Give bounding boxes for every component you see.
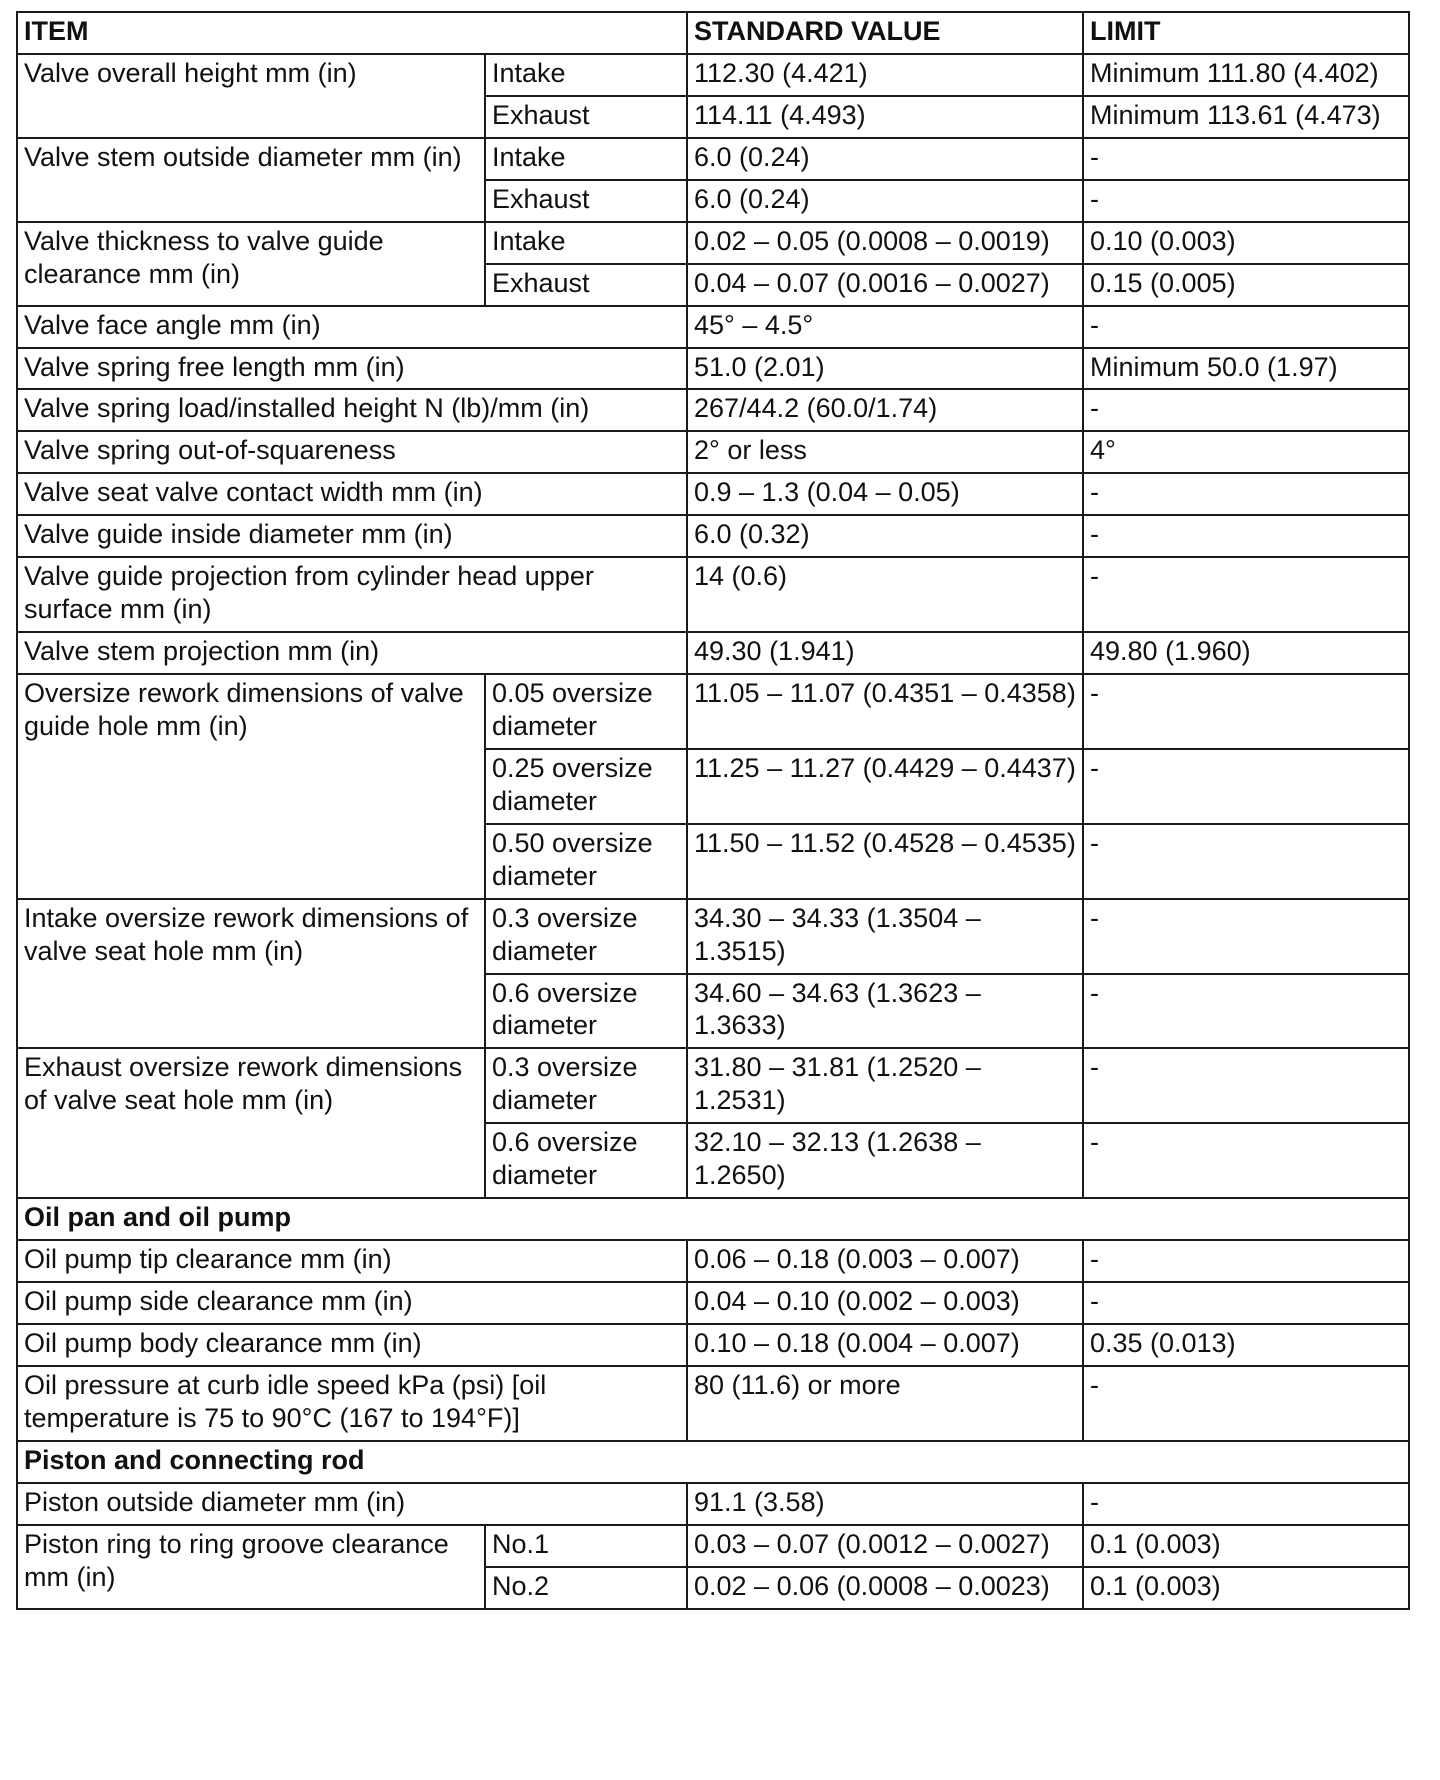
item-label: Exhaust oversize rework dimensions of valve seat hole mm (in) <box>17 1048 485 1198</box>
sub-item-label: 0.05 oversize diameter <box>485 674 687 749</box>
sub-item-label: 0.6 oversize diameter <box>485 974 687 1049</box>
item-label: Valve overall height mm (in) <box>17 54 485 138</box>
section-row <box>17 1198 1409 1240</box>
standard-value: 14 (0.6) <box>687 557 1083 632</box>
limit-value: - <box>1083 899 1409 974</box>
table-row <box>17 674 1409 749</box>
table-row <box>17 1282 1409 1324</box>
item-label: Oil pressure at curb idle speed kPa (psi) [oil temperature is 75 to 90°C (167 to 194°F)] <box>17 1366 687 1441</box>
limit-value: - <box>1083 1048 1409 1123</box>
limit-value: 0.15 (0.005) <box>1083 264 1409 306</box>
standard-value: 34.30 – 34.33 (1.3504 – 1.3515) <box>687 899 1083 974</box>
standard-value: 0.9 – 1.3 (0.04 – 0.05) <box>687 473 1083 515</box>
limit-value: 0.1 (0.003) <box>1083 1567 1409 1609</box>
item-label: Oversize rework dimensions of valve guide hole mm (in) <box>17 674 485 899</box>
sub-item-label: No.2 <box>485 1567 687 1609</box>
table-row <box>17 1525 1409 1567</box>
limit-value: 4° <box>1083 431 1409 473</box>
limit-value: - <box>1083 180 1409 222</box>
standard-value: 114.11 (4.493) <box>687 96 1083 138</box>
sub-item-label: 0.3 oversize diameter <box>485 899 687 974</box>
standard-value: 0.04 – 0.10 (0.002 – 0.003) <box>687 1282 1083 1324</box>
sub-item-label: Exhaust <box>485 96 687 138</box>
standard-value: 0.04 – 0.07 (0.0016 – 0.0027) <box>687 264 1083 306</box>
sub-item-label: Exhaust <box>485 180 687 222</box>
sub-item-label: 0.50 oversize diameter <box>485 824 687 899</box>
standard-value: 11.25 – 11.27 (0.4429 – 0.4437) <box>687 749 1083 824</box>
standard-value: 0.02 – 0.05 (0.0008 – 0.0019) <box>687 222 1083 264</box>
item-label: Valve spring free length mm (in) <box>17 348 687 390</box>
standard-value: 49.30 (1.941) <box>687 632 1083 674</box>
limit-value: 0.10 (0.003) <box>1083 222 1409 264</box>
standard-value: 80 (11.6) or more <box>687 1366 1083 1441</box>
item-label: Valve face angle mm (in) <box>17 306 687 348</box>
limit-value: - <box>1083 1366 1409 1441</box>
standard-value: 2° or less <box>687 431 1083 473</box>
item-label: Valve thickness to valve guide clearance mm (in) <box>17 222 485 306</box>
limit-value: - <box>1083 674 1409 749</box>
header-standard-value: STANDARD VALUE <box>687 12 1083 54</box>
item-label: Oil pump body clearance mm (in) <box>17 1324 687 1366</box>
table-row <box>17 54 1409 96</box>
standard-value: 0.06 – 0.18 (0.003 – 0.007) <box>687 1240 1083 1282</box>
limit-value: Minimum 111.80 (4.402) <box>1083 54 1409 96</box>
item-label: Valve guide inside diameter mm (in) <box>17 515 687 557</box>
sub-item-label: No.1 <box>485 1525 687 1567</box>
item-label: Valve seat valve contact width mm (in) <box>17 473 687 515</box>
standard-value: 51.0 (2.01) <box>687 348 1083 390</box>
limit-value: - <box>1083 557 1409 632</box>
sub-item-label: 0.6 oversize diameter <box>485 1123 687 1198</box>
sub-item-label: Intake <box>485 54 687 96</box>
limit-value: Minimum 113.61 (4.473) <box>1083 96 1409 138</box>
table-row <box>17 473 1409 515</box>
table-row <box>17 138 1409 180</box>
header-limit: LIMIT <box>1083 12 1409 54</box>
limit-value: - <box>1083 749 1409 824</box>
table-row <box>17 222 1409 264</box>
sub-item-label: 0.25 oversize diameter <box>485 749 687 824</box>
table-row <box>17 1240 1409 1282</box>
limit-value: Minimum 50.0 (1.97) <box>1083 348 1409 390</box>
limit-value: - <box>1083 1240 1409 1282</box>
item-label: Valve stem outside diameter mm (in) <box>17 138 485 222</box>
standard-value: 0.03 – 0.07 (0.0012 – 0.0027) <box>687 1525 1083 1567</box>
item-label: Piston outside diameter mm (in) <box>17 1483 687 1525</box>
limit-value: 0.35 (0.013) <box>1083 1324 1409 1366</box>
item-label: Oil pump tip clearance mm (in) <box>17 1240 687 1282</box>
section-row <box>17 1441 1409 1483</box>
item-label: Oil pump side clearance mm (in) <box>17 1282 687 1324</box>
sub-item-label: 0.3 oversize diameter <box>485 1048 687 1123</box>
standard-value: 11.50 – 11.52 (0.4528 – 0.4535) <box>687 824 1083 899</box>
section-heading: Oil pan and oil pump <box>17 1198 1409 1240</box>
standard-value: 32.10 – 32.13 (1.2638 – 1.2650) <box>687 1123 1083 1198</box>
sub-item-label: Intake <box>485 222 687 264</box>
standard-value: 91.1 (3.58) <box>687 1483 1083 1525</box>
table-row <box>17 1366 1409 1441</box>
limit-value: - <box>1083 1483 1409 1525</box>
table-row <box>17 348 1409 390</box>
table-row <box>17 899 1409 974</box>
table-row <box>17 632 1409 674</box>
item-label: Valve spring load/installed height N (lb)/mm (in) <box>17 389 687 431</box>
section-heading: Piston and connecting rod <box>17 1441 1409 1483</box>
standard-value: 6.0 (0.24) <box>687 138 1083 180</box>
sub-item-label: Intake <box>485 138 687 180</box>
limit-value: - <box>1083 389 1409 431</box>
table-row <box>17 389 1409 431</box>
table-row <box>17 1324 1409 1366</box>
limit-value: 49.80 (1.960) <box>1083 632 1409 674</box>
limit-value: - <box>1083 974 1409 1049</box>
limit-value: - <box>1083 824 1409 899</box>
header-item: ITEM <box>17 12 687 54</box>
standard-value: 6.0 (0.24) <box>687 180 1083 222</box>
standard-value: 0.10 – 0.18 (0.004 – 0.007) <box>687 1324 1083 1366</box>
item-label: Piston ring to ring groove clearance mm (in) <box>17 1525 485 1609</box>
table-row <box>17 1048 1409 1123</box>
table-row <box>17 306 1409 348</box>
standard-value: 45° – 4.5° <box>687 306 1083 348</box>
standard-value: 0.02 – 0.06 (0.0008 – 0.0023) <box>687 1567 1083 1609</box>
standard-value: 31.80 – 31.81 (1.2520 – 1.2531) <box>687 1048 1083 1123</box>
limit-value: - <box>1083 1282 1409 1324</box>
table-row <box>17 1483 1409 1525</box>
spec-body <box>17 54 1409 1609</box>
standard-value: 11.05 – 11.07 (0.4351 – 0.4358) <box>687 674 1083 749</box>
limit-value: - <box>1083 1123 1409 1198</box>
limit-value: - <box>1083 515 1409 557</box>
item-label: Valve spring out-of-squareness <box>17 431 687 473</box>
standard-value: 6.0 (0.32) <box>687 515 1083 557</box>
standard-value: 34.60 – 34.63 (1.3623 – 1.3633) <box>687 974 1083 1049</box>
item-label: Intake oversize rework dimensions of valve seat hole mm (in) <box>17 899 485 1049</box>
item-label: Valve stem projection mm (in) <box>17 632 687 674</box>
header-row <box>17 12 1409 54</box>
spec-table <box>16 11 1410 1610</box>
standard-value: 112.30 (4.421) <box>687 54 1083 96</box>
limit-value: - <box>1083 306 1409 348</box>
sub-item-label: Exhaust <box>485 264 687 306</box>
table-row <box>17 557 1409 632</box>
table-row <box>17 431 1409 473</box>
limit-value: 0.1 (0.003) <box>1083 1525 1409 1567</box>
item-label: Valve guide projection from cylinder head upper surface mm (in) <box>17 557 687 632</box>
table-row <box>17 515 1409 557</box>
limit-value: - <box>1083 138 1409 180</box>
limit-value: - <box>1083 473 1409 515</box>
standard-value: 267/44.2 (60.0/1.74) <box>687 389 1083 431</box>
